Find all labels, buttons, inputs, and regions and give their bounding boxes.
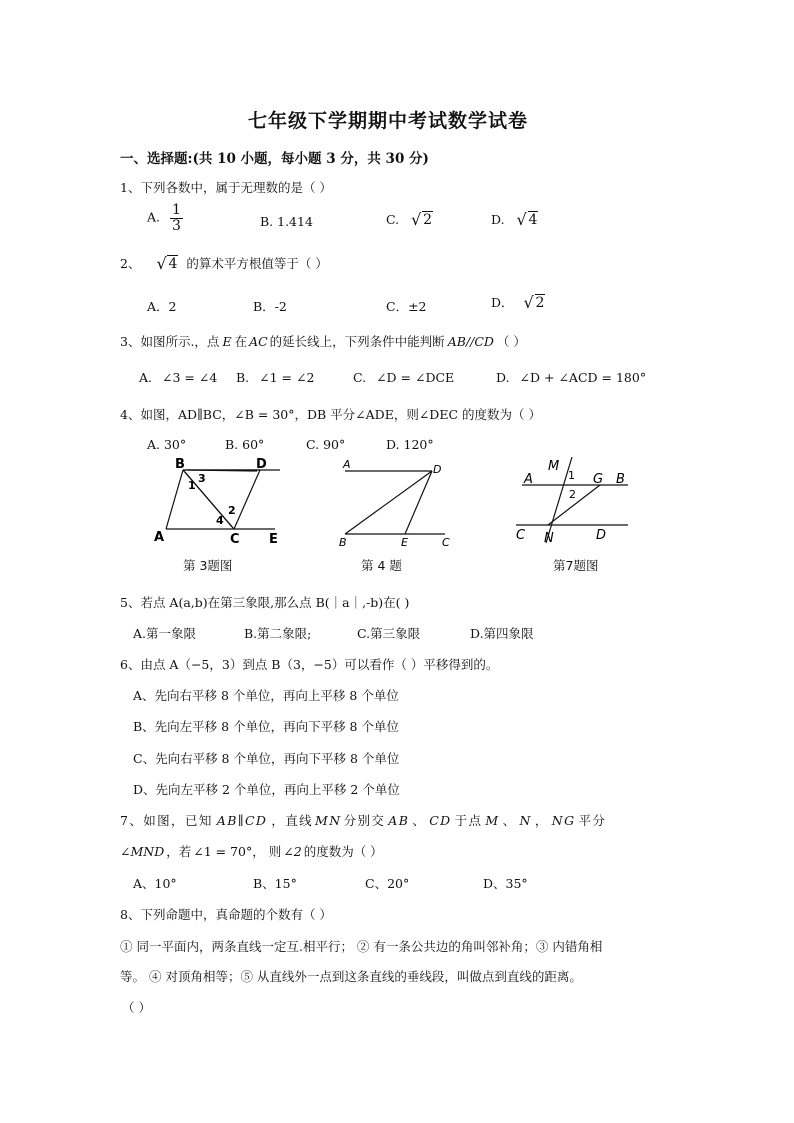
figure-4-diagram <box>335 458 455 550</box>
question-5-option-a: A.第一象限 <box>133 626 197 641</box>
fig3-angle-2: 2 <box>228 504 236 517</box>
fig7-label-n: N <box>544 531 554 546</box>
fig7-label-m: M <box>548 459 560 474</box>
question-7-stem-line-2: ∠MND ，若 ∠1 = 70°， 则 ∠2 的度数为（ ） <box>120 844 383 859</box>
question-2-option-b: B．-2 <box>253 299 287 314</box>
figure-3-caption: 第 3题图 <box>183 558 233 573</box>
question-3-option-b: B. ∠1 = ∠2 <box>236 370 315 385</box>
fig7-label-d: D <box>596 528 607 543</box>
fig7-angle-1: 1 <box>568 469 575 482</box>
question-2-stem: 2、 √ 4 的算术平方根值等于（ ） <box>120 254 328 272</box>
page-title: 七年级下学期期中考试数学试卷 <box>248 110 529 132</box>
section-heading: 一、选择题:(共 10 小题，每小题 3 分，共 30 分) <box>120 151 429 167</box>
question-1-option-b: B. 1.414 <box>260 214 313 229</box>
question-1-option-c: C. √ 2 <box>386 212 433 228</box>
question-7-option-c: C、20° <box>365 876 410 891</box>
sqrt-symbol: √ 2 <box>526 295 546 311</box>
fig7-label-g: G <box>593 472 604 487</box>
fig4-label-e: E <box>401 536 408 549</box>
question-8-stem: 8、下列命题中，真命题的个数有（ ） <box>120 907 332 922</box>
question-6-option-d: D、先向左平移 2 个单位，再向上平移 2 个单位 <box>133 782 400 797</box>
question-3-option-c: C. ∠D = ∠DCE <box>353 370 455 385</box>
fig3-line-dc <box>234 470 260 529</box>
question-1-stem: 1、下列各数中，属于无理数的是（ ） <box>120 180 332 195</box>
fraction-denominator: 3 <box>172 217 181 234</box>
question-8-answer-blank: （ ） <box>122 1000 151 1015</box>
question-5-option-b: B.第二象限; <box>244 626 312 641</box>
fig3-angle-1: 1 <box>188 479 196 492</box>
fig3-label-e: E <box>269 532 278 547</box>
question-6-option-a: A、先向右平移 8 个单位，再向上平移 8 个单位 <box>133 688 399 703</box>
fig3-angle-4: 4 <box>216 514 224 527</box>
fig3-label-d: D <box>256 457 267 472</box>
question-4-option-c: C. 90° <box>306 437 346 452</box>
question-3-stem: 3、如图所示.，点 E 在 AC 的延长线上，下列条件中能判断 AB//CD （ ） <box>120 334 526 349</box>
fig4-label-c: C <box>442 536 450 549</box>
question-6-option-c: C、先向右平移 8 个单位，再向下平移 8 个单位 <box>133 751 400 766</box>
fig4-label-b: B <box>339 536 347 549</box>
question-8-line-2: 等。 ④ 对顶角相等；⑤ 从直线外一点到这条直线的垂线段，叫做点到直线的距离。 <box>120 969 582 984</box>
question-7-stem-line-1: 7、如图，已知 AB∥CD ，直线 MN 分别交 AB 、 CD 于点 M 、 N ， NG 平分 <box>120 813 607 828</box>
question-2-option-a: A．2 <box>147 299 177 314</box>
question-2-option-c: C．±2 <box>386 299 427 314</box>
question-3-option-a: A. ∠3 = ∠4 <box>139 370 218 385</box>
fig3-label-c: C <box>230 532 240 547</box>
question-4-option-d: D. 120° <box>386 437 434 452</box>
question-1-option-a: A. $\frac{1}{3}$ <box>147 202 181 234</box>
question-8-line-1: ① 同一平面内，两条直线一定互.相平行； ② 有一条公共边的角叫邻补角；③ 内错角相 <box>120 939 603 954</box>
question-5-option-c: C.第三象限 <box>357 626 421 641</box>
fig7-label-b: B <box>616 472 625 487</box>
question-4-option-b: B. 60° <box>225 437 265 452</box>
fig3-angle-3: 3 <box>198 472 206 485</box>
fig3-label-b: B <box>175 457 185 472</box>
question-7-option-d: D、35° <box>483 876 528 891</box>
sqrt-symbol: √ 4 <box>519 212 539 228</box>
figure-7-diagram <box>510 455 630 547</box>
fig4-label-d: D <box>433 463 442 476</box>
sqrt-symbol: √ 2 <box>413 212 433 228</box>
question-7-option-a: A、10° <box>133 876 177 891</box>
figure-4-caption: 第 4 题 <box>361 558 402 573</box>
question-1-option-d: D. √ 4 <box>491 212 538 228</box>
question-4-stem: 4、如图，AD∥BC，∠B = 30°，DB 平分∠ADE，则∠DEC 的度数为（ ） <box>120 407 541 422</box>
fig7-label-c: C <box>516 528 526 543</box>
fig4-label-a: A <box>343 458 351 471</box>
fig7-label-a: A <box>524 472 533 487</box>
fig3-line-ba <box>166 470 183 529</box>
fraction-numerator: 1 <box>172 202 181 218</box>
question-6-option-b: B、先向左平移 8 个单位，再向下平移 8 个单位 <box>133 719 399 734</box>
figure-3-diagram <box>150 455 285 547</box>
question-2-option-d: D． √ 2 <box>491 293 545 311</box>
question-3-option-d: D. ∠D + ∠ACD = 180° <box>496 370 647 385</box>
question-4-option-a: A. 30° <box>147 437 187 452</box>
figure-7-caption: 第7题图 <box>553 558 599 573</box>
fig3-label-a: A <box>154 530 165 545</box>
question-6-stem: 6、由点 A（−5，3）到点 B（3，−5）可以看作（ ）平移得到的。 <box>120 657 499 672</box>
fig7-angle-2: 2 <box>569 488 576 501</box>
question-5-stem: 5、若点 A(a,b)在第三象限,那么点 B(｜a｜,-b)在( ) <box>120 595 410 610</box>
question-5-option-d: D.第四象限 <box>470 626 534 641</box>
question-7-option-b: B、15° <box>253 876 297 891</box>
sqrt-symbol: √ 4 <box>158 256 178 272</box>
